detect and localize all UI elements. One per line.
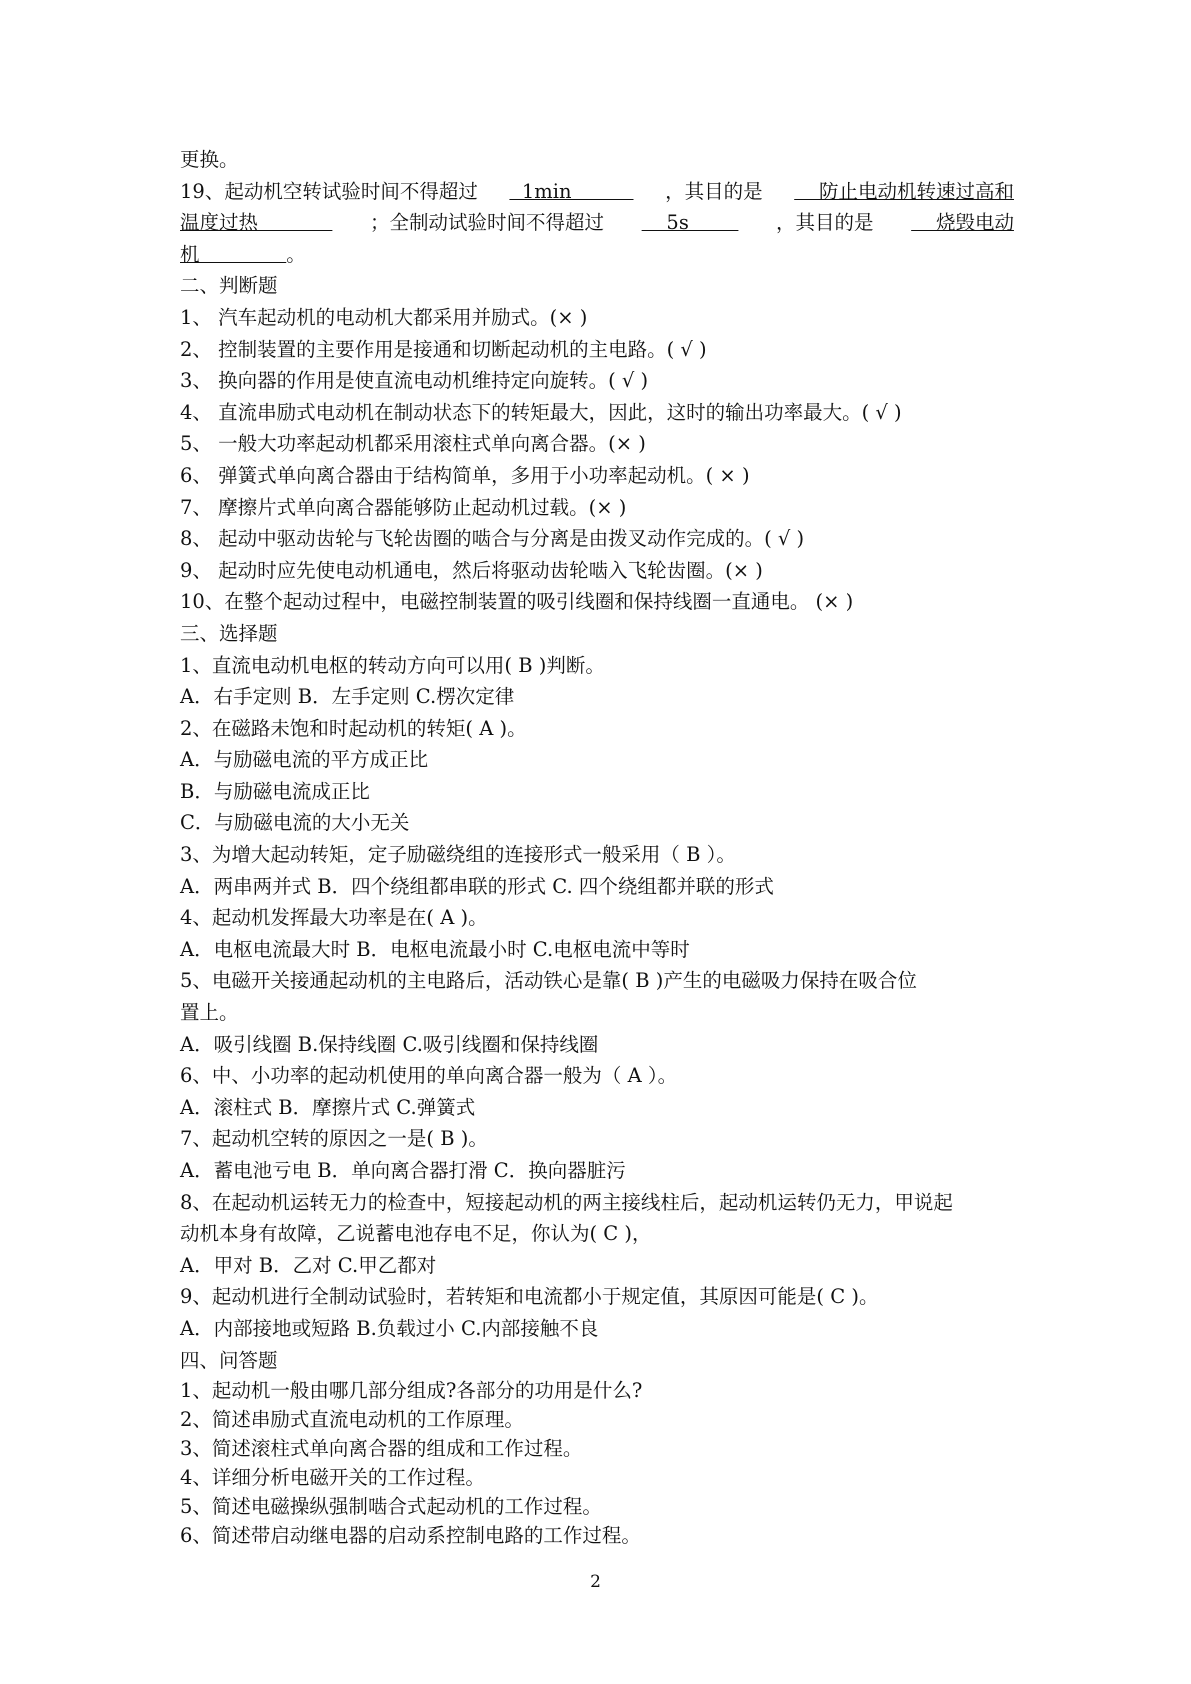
choice-question-9: 9、起动机进行全制动试验时，若转矩和电流都小于规定值，其原因可能是( C )。 bbox=[180, 1285, 879, 1309]
q19-prefix: 19、起动机空转试验时间不得超过 bbox=[180, 179, 478, 203]
choice-question-3: 3、为增大起动转矩，定子励磁绕组的连接形式一般采用（ B ）。 bbox=[180, 843, 736, 867]
choice-question-1: 1、直流电动机电枢的转动方向可以用( B )判断。 bbox=[180, 653, 605, 677]
section-heading-judgement: 二、判断题 bbox=[180, 274, 278, 298]
choice-question-5-cont: 置上。 bbox=[180, 1001, 239, 1025]
judgement-item: 8、 起动中驱动齿轮与飞轮齿圈的啮合与分离是由拨叉动作完成的。( √ ) bbox=[180, 527, 805, 551]
page-body bbox=[180, 144, 1014, 1550]
q19-brake-test-label: ；全制动试验时间不得超过 bbox=[370, 211, 605, 235]
choice-option-2b: B．与励磁电流成正比 bbox=[180, 779, 370, 803]
choice-options-5: A．吸引线圈 B.保持线圈 C.吸引线圈和保持线圈 bbox=[180, 1032, 599, 1056]
page-number: 2 bbox=[590, 1572, 601, 1592]
judgement-item: 3、 换向器的作用是使直流电动机维持定向旋转。( √ ) bbox=[180, 369, 649, 393]
judgement-item: 7、 摩擦片式单向离合器能够防止起动机过载。(× ) bbox=[180, 495, 627, 519]
q19-line-2 bbox=[180, 207, 1014, 239]
choice-question-2: 2、在磁路未饱和时起动机的转矩( A )。 bbox=[180, 716, 527, 740]
qa-item: 4、详细分析电磁开关的工作过程。 bbox=[180, 1466, 485, 1490]
q19-purpose-label-2: ，其目的是 bbox=[776, 211, 874, 235]
judgement-item: 4、 直流串励式电动机在制动状态下的转矩最大，因此，这时的输出功率最大。( √ ) bbox=[180, 400, 902, 424]
choice-options-6: A．滚柱式 B．摩擦片式 C.弹簧式 bbox=[180, 1095, 476, 1119]
q19-blank-purpose-2: 烧毁电动 bbox=[911, 211, 1014, 235]
qa-item: 2、简述串励式直流电动机的工作原理。 bbox=[180, 1408, 524, 1432]
qa-item: 6、简述带启动继电器的启动系控制电路的工作过程。 bbox=[180, 1524, 641, 1548]
judgement-item: 6、 弹簧式单向离合器由于结构简单，多用于小功率起动机。( × ) bbox=[180, 463, 750, 487]
q19-purpose-label: ，其目的是 bbox=[665, 179, 763, 203]
judgement-item: 2、 控制装置的主要作用是接通和切断起动机的主电路。( √ ) bbox=[180, 337, 707, 361]
choice-options-8: A．甲对 B．乙对 C.甲乙都对 bbox=[180, 1253, 437, 1277]
judgement-item: 5、 一般大功率起动机都采用滚柱式单向离合器。(× ) bbox=[180, 432, 646, 456]
qa-item: 5、简述电磁操纵强制啮合式起动机的工作过程。 bbox=[180, 1495, 602, 1519]
q19-line-1 bbox=[180, 176, 1014, 208]
q19-blank-purpose-1: 防止电动机转速过高和 bbox=[794, 179, 1014, 203]
choice-question-5: 5、电磁开关接通起动机的主电路后，活动铁心是靠( B )产生的电磁吸力保持在吸合位 bbox=[180, 969, 917, 993]
q19-line-3 bbox=[180, 239, 1014, 271]
choice-question-7: 7、起动机空转的原因之一是( B )。 bbox=[180, 1127, 488, 1151]
choice-option-2a: A．与励磁电流的平方成正比 bbox=[180, 748, 429, 772]
judgement-item: 9、 起动时应先使电动机通电，然后将驱动齿轮啮入飞轮齿圈。(× ) bbox=[180, 558, 763, 582]
q19-end: 。 bbox=[286, 242, 306, 266]
choice-options-1: A．右手定则 B．左手定则 C.楞次定律 bbox=[180, 685, 515, 709]
choice-options-4: A．电枢电流最大时 B．电枢电流最小时 C.电枢电流中等时 bbox=[180, 937, 690, 961]
judgement-item: 10、在整个起动过程中，电磁控制装置的吸引线圈和保持线圈一直通电。 (× ) bbox=[180, 590, 854, 614]
q19-blank-purpose-2-cont: 机 bbox=[180, 242, 287, 266]
judgement-item: 1、 汽车起动机的电动机大都采用并励式。(× ) bbox=[180, 305, 588, 329]
choice-options-9: A．内部接地或短路 B.负载过小 C.内部接触不良 bbox=[180, 1316, 599, 1340]
qa-item: 1、起动机一般由哪几部分组成?各部分的功用是什么? bbox=[180, 1379, 643, 1403]
section-heading-qa: 四、问答题 bbox=[180, 1348, 278, 1372]
q19-blank-time: 1min bbox=[509, 179, 634, 203]
choice-question-6: 6、中、小功率的起动机使用的单向离合器一般为（ A ）。 bbox=[180, 1064, 678, 1088]
continuation-text: 更换。 bbox=[180, 148, 239, 171]
q19-blank-brake-time: 5s bbox=[641, 211, 739, 235]
choice-option-2c: C．与励磁电流的大小无关 bbox=[180, 811, 410, 835]
choice-question-8: 8、在起动机运转无力的检查中，短接起动机的两主接线柱后，起动机运转仍无力，甲说起 bbox=[180, 1190, 953, 1214]
section-heading-choice: 三、选择题 bbox=[180, 621, 278, 645]
qa-item: 3、简述滚柱式单向离合器的组成和工作过程。 bbox=[180, 1437, 583, 1461]
choice-options-7: A．蓄电池亏电 B．单向离合器打滑 C．换向器脏污 bbox=[180, 1159, 626, 1182]
choice-question-4: 4、起动机发挥最大功率是在( A )。 bbox=[180, 906, 488, 930]
q19-blank-purpose-1-cont: 温度过热 bbox=[180, 211, 333, 235]
choice-options-3: A．两串两并式 B．四个绕组都串联的形式 C. 四个绕组都并联的形式 bbox=[180, 874, 774, 898]
choice-question-8-cont: 动机本身有故障，乙说蓄电池存电不足，你认为( C )， bbox=[180, 1222, 652, 1246]
